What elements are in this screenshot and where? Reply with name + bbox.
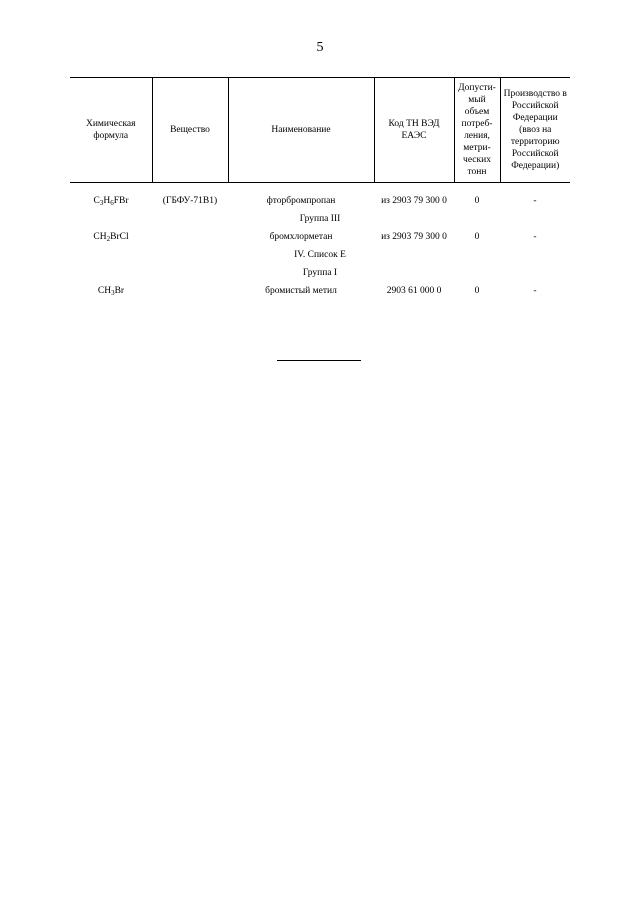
- production-cell: -: [533, 286, 537, 296]
- footer-rule: [277, 360, 361, 361]
- substance-cell: [152, 283, 228, 301]
- header-consumption: Допусти- мый объем потреб- ления, метри- ческих тонн: [454, 78, 500, 183]
- header-formula: Химическая формула: [70, 78, 152, 183]
- name-cell: бромистый метил: [265, 286, 337, 296]
- production-cell: -: [533, 196, 537, 206]
- substances-table: [70, 77, 570, 301]
- code-cell: из 2903 79 300 0: [381, 196, 447, 206]
- consumption-cell: 0: [474, 196, 480, 206]
- formula-cell: $CH_2BrCl$: [93, 232, 129, 243]
- name-cell: бромхлорметан: [269, 232, 333, 242]
- substance-cell: [152, 229, 228, 247]
- header-production: Производство в Российской Федерации (ввоз на территорию Российской Федерации): [500, 78, 570, 183]
- page-number: 5: [316, 40, 324, 55]
- header-name: Наименование: [228, 78, 374, 183]
- consumption-cell: 0: [474, 232, 480, 242]
- formula-cell: $CH_3Br$: [97, 286, 125, 297]
- group-heading-row: [70, 265, 570, 283]
- group-heading: Группа III: [299, 214, 341, 224]
- table-row: [70, 283, 570, 301]
- table-header-row: [70, 78, 570, 183]
- spacer: [70, 183, 570, 194]
- header-substance: Вещество: [152, 78, 228, 183]
- code-cell: 2903 61 000 0: [386, 286, 442, 296]
- table-row: [70, 229, 570, 247]
- header-code: Код ТН ВЭД ЕАЭС: [374, 78, 454, 183]
- formula-cell: $C_3H_6FBr$: [93, 196, 129, 207]
- code-cell: из 2903 79 300 0: [381, 232, 447, 242]
- list-heading: IV. Список Е: [294, 250, 346, 260]
- group-heading-row: [70, 211, 570, 229]
- list-heading-row: [70, 247, 570, 265]
- production-cell: -: [533, 232, 537, 242]
- name-cell: фторбромпропан: [266, 196, 336, 206]
- substance-cell: (ГБФУ-71В1): [162, 196, 218, 206]
- consumption-cell: 0: [474, 286, 480, 296]
- group-heading: Группа I: [302, 268, 338, 278]
- table-row: [70, 193, 570, 211]
